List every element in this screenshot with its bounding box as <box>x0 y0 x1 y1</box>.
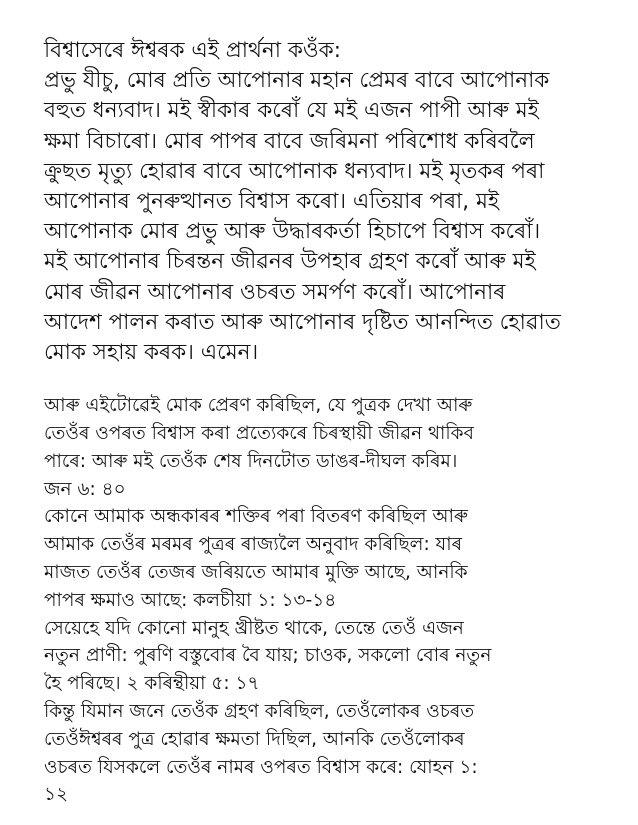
scripture-line: আমাক তেওঁৰ মৰমৰ পুত্ৰৰ ৰাজ্যলৈ অনুবাদ কৰিছিল: যাৰ <box>44 534 462 556</box>
scripture-line: আৰু এইটোৱেই মোক প্ৰেৰণ কৰিছিল, যে পুত্ৰক দেখা আৰু <box>44 395 473 417</box>
scripture-line: সেয়েহে যদি কোনো মানুহ খ্ৰীষ্টত থাকে, তেন্তে তেওঁ এজন <box>44 617 464 639</box>
prayer-line: আপোনাক মোৰ প্ৰভু আৰু উদ্ধাৰকৰ্তা হিচাপে বিশ্বাস কৰোঁ। <box>44 219 541 245</box>
prayer-line: মোৰ জীৱন আপোনাৰ ওচৰত সমৰ্পণ কৰোঁ। আপোনাৰ <box>44 279 506 305</box>
prayer-line: ক্ৰুছত মৃত্যু হোৱাৰ বাবে আপোনাক ধন্যবাদ। মই মৃতকৰ পৰা <box>44 158 545 184</box>
scripture-line: তেওঁঈশ্বৰৰ পুত্ৰ হোৱাৰ ক্ষমতা দিছিল, আনকি তেওঁলোকৰ <box>44 728 465 750</box>
scripture-line: পাৰে: আৰু মই তেওঁক শেষ দিনটোত ডাঙৰ-দীঘল কৰিম। <box>44 450 458 472</box>
scripture-line: ওচৰত যিসকলে তেওঁৰ নামৰ ওপৰত বিশ্বাস কৰে: যোহন ১: <box>44 756 478 778</box>
prayer-line: মই আপোনাৰ চিৰন্তন জীৱনৰ উপহাৰ গ্ৰহণ কৰোঁ আৰু মই <box>44 249 536 275</box>
prayer-line: প্ৰভু যীচু, মোৰ প্ৰতি আপোনাৰ মহান প্ৰেমৰ বাবে আপোনাক <box>44 68 550 94</box>
document-page <box>44 36 612 809</box>
prayer-line: মোক সহায় কৰক। এমেন। <box>44 340 259 366</box>
prayer-line: আপোনাৰ পুনৰুত্থানত বিশ্বাস কৰো। এতিয়াৰ পৰা, মই <box>44 189 500 215</box>
scripture-section <box>44 392 612 809</box>
prayer-line: আদেশ পালন কৰাত আৰু আপোনাৰ দৃষ্টিত আনন্দিত হোৱাত <box>44 309 561 335</box>
scripture-line: তেওঁৰ ওপৰত বিশ্বাস কৰা প্ৰত্যেকৰে চিৰস্থায়ী জীৱন থাকিব <box>44 423 474 445</box>
prayer-line: ক্ষমা বিচাৰো। মোৰ পাপৰ বাবে জৰিমনা পৰিশোধ কৰিবলৈ <box>44 128 535 154</box>
scripture-line: হৈ পৰিছে। ২ কৰিন্থীয়া ৫: ১৭ <box>44 673 260 695</box>
prayer-paragraph <box>44 36 612 368</box>
scripture-line: কোনে আমাক অন্ধকাৰৰ শক্তিৰ পৰা বিতৰণ কৰিছিল আৰু <box>44 506 468 528</box>
prayer-heading: বিশ্বাসেৰে ঈশ্বৰক এই প্ৰাৰ্থনা কওঁক: <box>44 38 341 63</box>
scripture-line: ১২ <box>44 784 69 806</box>
scripture-reference: জন ৬: ৪০ <box>44 478 126 500</box>
scripture-line: কিন্তু যিমান জনে তেওঁক গ্ৰহণ কৰিছিল, তেওঁলোকৰ ওচৰত <box>44 701 475 722</box>
scripture-line: পাপৰ ক্ষমাও আছে: কলচীয়া ১: ১৩-১৪ <box>44 589 337 611</box>
prayer-line: বহুত ধন্যবাদ। মই স্বীকাৰ কৰোঁ যে মই এজন পাপী আৰু মই <box>44 98 539 124</box>
scripture-line: নতুন প্ৰাণী: পুৰণি বস্তুবোৰ বৈ যায়; চাওক, সকলো বোৰ নতুন <box>44 645 492 667</box>
scripture-line: মাজত তেওঁৰ তেজৰ জৰিয়তে আমাৰ মুক্তি আছে, আনকি <box>44 562 468 584</box>
